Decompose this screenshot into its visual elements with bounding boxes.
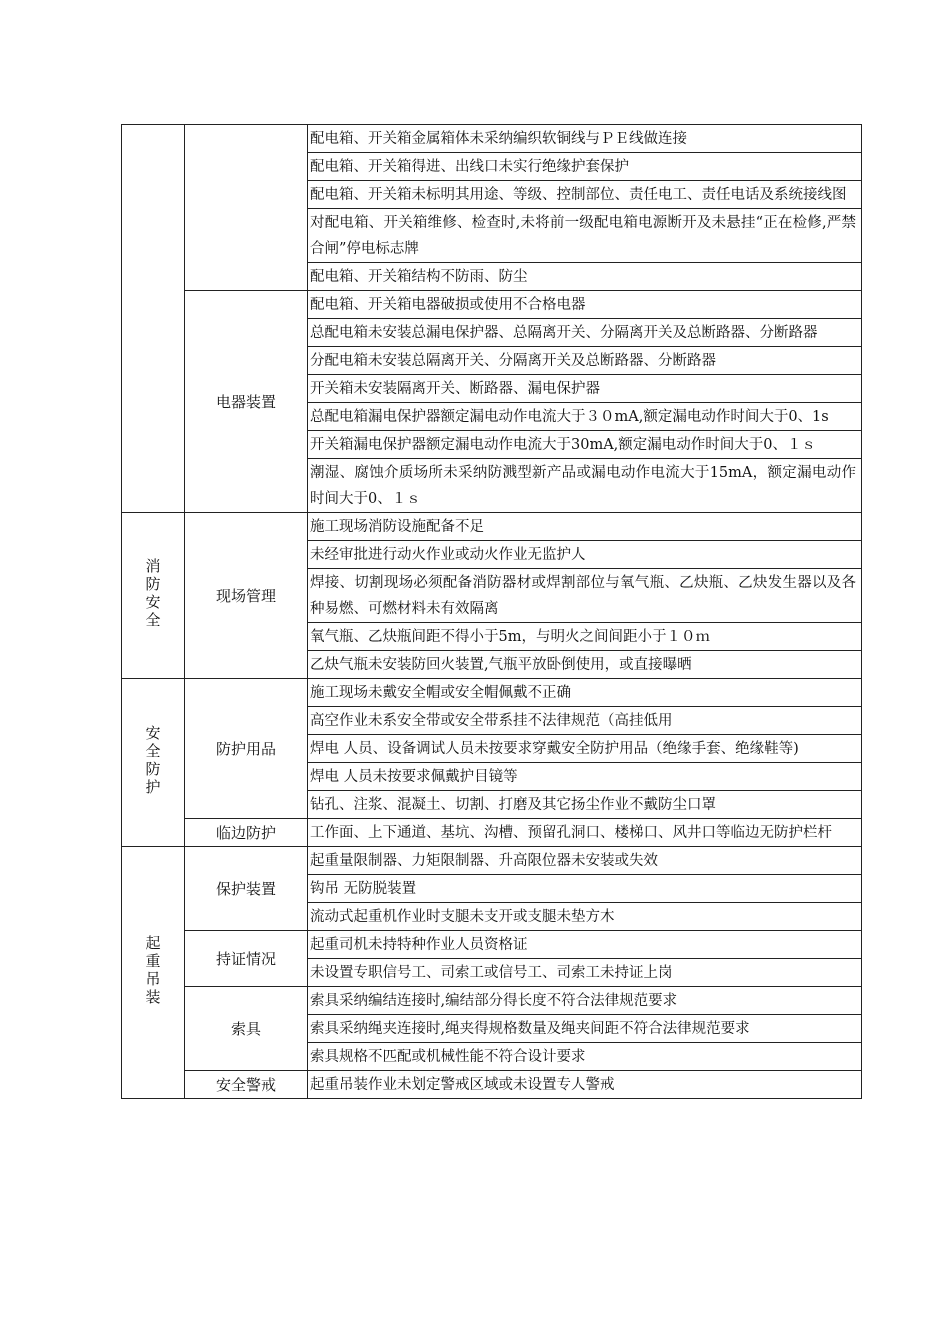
checklist-item: 乙炔气瓶未安装防回火装置,气瓶平放卧倒使用，或直接曝晒 (308, 651, 862, 679)
table-row (122, 847, 862, 875)
checklist-item: 起重量限制器、力矩限制器、升高限位器未安装或失效 (308, 847, 862, 875)
category-cell: 消防安全 (122, 513, 185, 679)
subcategory-cell: 索具 (185, 987, 308, 1071)
checklist-item: 施工现场未戴安全帽或安全帽佩戴不正确 (308, 679, 862, 707)
subcategory-cell: 临边防护 (185, 819, 308, 847)
subcategory-cell: 安全警戒 (185, 1071, 308, 1099)
subcategory-cell: 保护装置 (185, 847, 308, 931)
table-row (122, 679, 862, 707)
table-row (122, 291, 862, 319)
checklist-item: 钩吊 无防脱装置 (308, 875, 862, 903)
checklist-item: 起重司机未持特种作业人员资格证 (308, 931, 862, 959)
checklist-item: 配电箱、开关箱未标明其用途、等级、控制部位、责任电工、责任电话及系统接线图 (308, 181, 862, 209)
checklist-item: 焊接、切割现场必须配备消防器材或焊割部位与氧气瓶、乙炔瓶、乙炔发生器以及各种易燃、可燃材料未有效隔离 (308, 569, 862, 623)
table-row (122, 125, 862, 153)
table-row (122, 1071, 862, 1099)
checklist-item: 索具采纳编结连接时,编结部分得长度不符合法律规范要求 (308, 987, 862, 1015)
checklist-item: 配电箱、开关箱电器破损或使用不合格电器 (308, 291, 862, 319)
category-cell (122, 125, 185, 513)
table-row (122, 819, 862, 847)
checklist-item: 开关箱未安装隔离开关、断路器、漏电保护器 (308, 375, 862, 403)
checklist-item: 起重吊装作业未划定警戒区域或未设置专人警戒 (308, 1071, 862, 1099)
checklist-item: 配电箱、开关箱金属箱体未采纳编织软铜线与ＰＥ线做连接 (308, 125, 862, 153)
checklist-item: 索具规格不匹配或机械性能不符合设计要求 (308, 1043, 862, 1071)
table-row (122, 513, 862, 541)
checklist-item: 氧气瓶、乙炔瓶间距不得小于5m，与明火之间间距小于１０ｍ (308, 623, 862, 651)
subcategory-cell: 电器装置 (185, 291, 308, 513)
checklist-item: 钻孔、注浆、混凝土、切割、打磨及其它扬尘作业不戴防尘口罩 (308, 791, 862, 819)
checklist-item: 未设置专职信号工、司索工或信号工、司索工未持证上岗 (308, 959, 862, 987)
checklist-item: 总配电箱未安装总漏电保护器、总隔离开关、分隔离开关及总断路器、分断路器 (308, 319, 862, 347)
subcategory-cell: 持证情况 (185, 931, 308, 987)
checklist-item: 分配电箱未安装总隔离开关、分隔离开关及总断路器、分断路器 (308, 347, 862, 375)
subcategory-cell: 现场管理 (185, 513, 308, 679)
checklist-item: 未经审批进行动火作业或动火作业无监护人 (308, 541, 862, 569)
checklist-item: 配电箱、开关箱结构不防雨、防尘 (308, 263, 862, 291)
inspection-table (121, 124, 862, 1099)
checklist-item: 高空作业未系安全带或安全带系挂不法律规范（高挂低用 (308, 707, 862, 735)
checklist-item: 总配电箱漏电保护器额定漏电动作电流大于３０mA,额定漏电动作时间大于0、1s (308, 403, 862, 431)
table-row (122, 931, 862, 959)
checklist-item: 索具采纳绳夹连接时,绳夹得规格数量及绳夹间距不符合法律规范要求 (308, 1015, 862, 1043)
checklist-item: 施工现场消防设施配备不足 (308, 513, 862, 541)
checklist-item: 对配电箱、开关箱维修、检查时,未将前一级配电箱电源断开及未悬挂“正在检修,严禁合闸”停电标志牌 (308, 209, 862, 263)
checklist-item: 流动式起重机作业时支腿未支开或支腿未垫方木 (308, 903, 862, 931)
subcategory-cell (185, 125, 308, 291)
checklist-item: 配电箱、开关箱得进、出线口未实行绝缘护套保护 (308, 153, 862, 181)
checklist-item: 焊电 人员未按要求佩戴护目镜等 (308, 763, 862, 791)
checklist-item: 开关箱漏电保护器额定漏电动作电流大于30mA,额定漏电动作时间大于0、１ｓ (308, 431, 862, 459)
checklist-item: 焊电 人员、设备调试人员未按要求穿戴安全防护用品（绝缘手套、绝缘鞋等) (308, 735, 862, 763)
checklist-item: 工作面、上下通道、基坑、沟槽、预留孔洞口、楼梯口、风井口等临边无防护栏杆 (308, 819, 862, 847)
checklist-item: 潮湿、腐蚀介质场所未采纳防溅型新产品或漏电动作电流大于15mA，额定漏电动作时间大于0、１ｓ (308, 459, 862, 513)
table-row (122, 987, 862, 1015)
subcategory-cell: 防护用品 (185, 679, 308, 819)
category-cell: 安全防护 (122, 679, 185, 847)
category-cell: 起重吊装 (122, 847, 185, 1099)
